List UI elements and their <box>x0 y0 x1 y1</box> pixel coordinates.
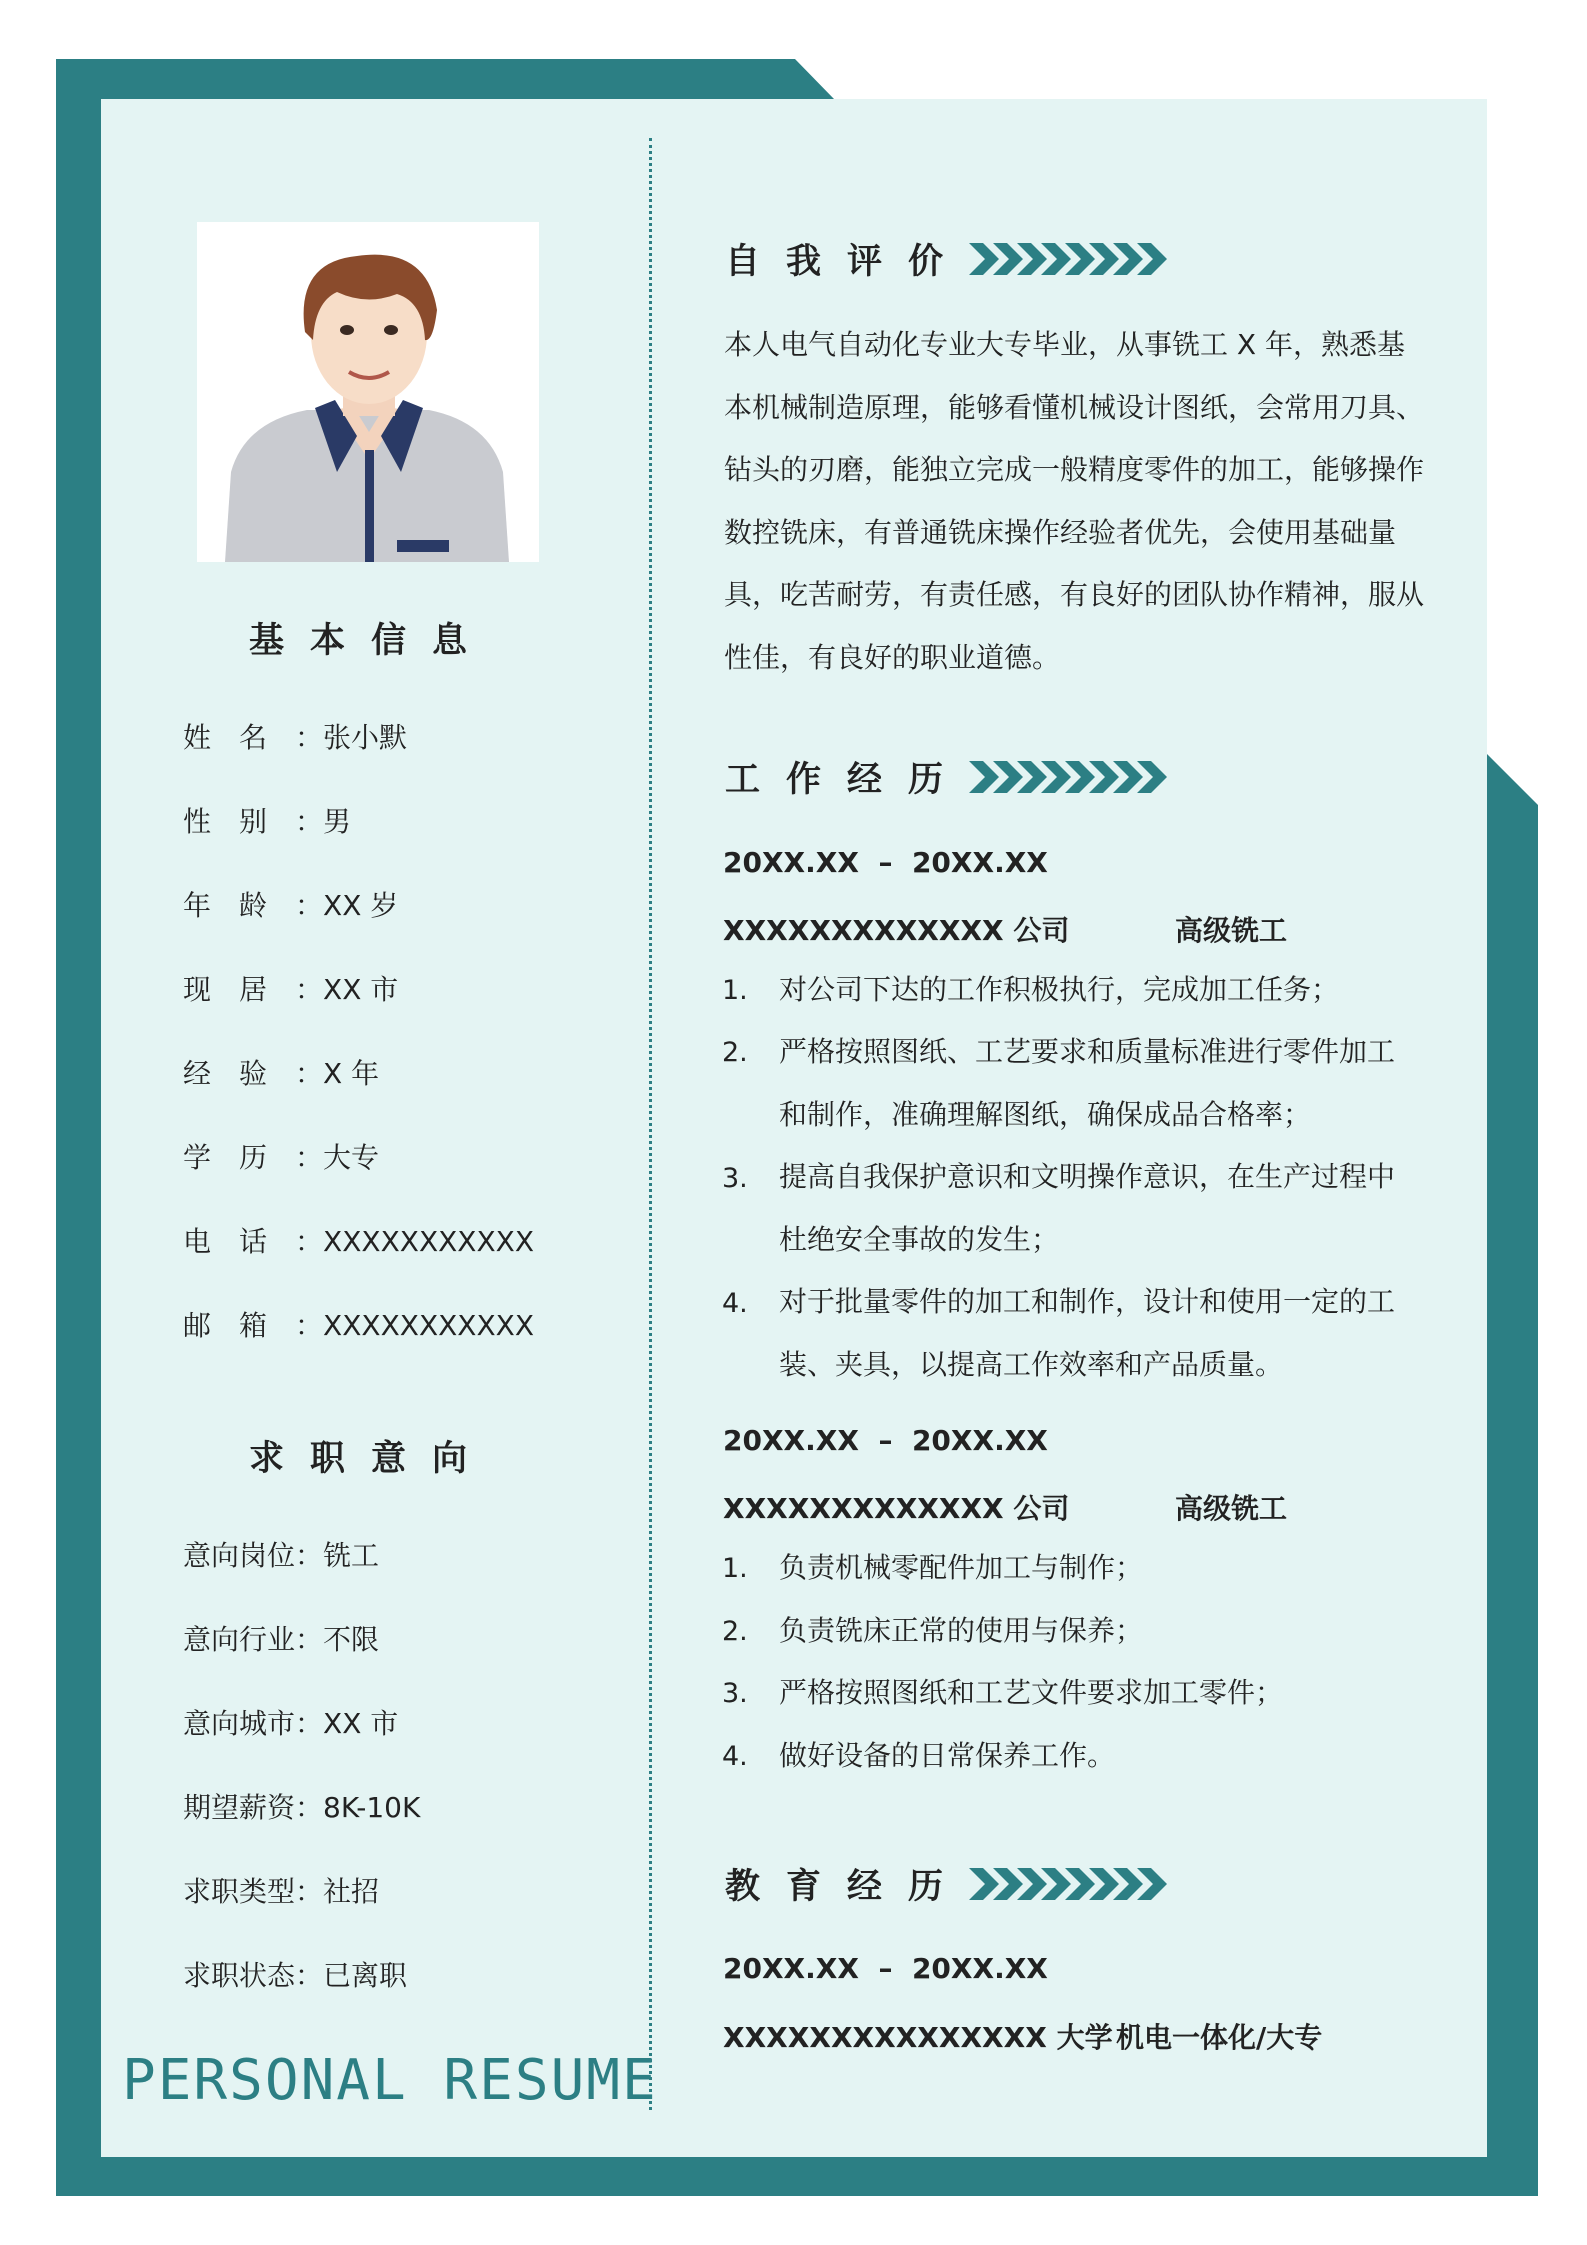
info-value: XXXXXXXXXXX <box>323 1225 535 1258</box>
intent-row: 意向岗位：铣工 <box>183 1534 379 1574</box>
chevrons-icon <box>969 239 1185 279</box>
duty-text: 对公司下达的工作积极执行，完成加工任务； <box>779 973 1340 1006</box>
self-eval-header <box>725 235 1185 283</box>
self-eval-text: 本人电气自动化专业大专毕业，从事铣工 X 年，熟悉基本机械制造原理，能够看懂机械设计图纸，会常用刀具、钻头的刃磨，能独立完成一般精度零件的加工，能够操作数控铣床，有普通铣床操作经验者优先，会使用基础量具，吃苦耐劳，有责任感，有良好的团队协作精神，服从性佳，有良好的职业道德。 <box>724 328 1425 674</box>
info-row-email: 邮箱：XXXXXXXXXXX <box>183 1304 534 1344</box>
info-label: 姓名 <box>183 721 296 754</box>
job-intent-title: 求职意向 <box>249 1439 494 1479</box>
info-value: 张小默 <box>323 721 408 754</box>
info-value: X 年 <box>323 1057 380 1090</box>
duty-number: 4. <box>722 1741 748 1772</box>
intent-row: 求职类型：社招 <box>183 1870 379 1910</box>
intent-value: 社招 <box>323 1875 380 1908</box>
profile-photo <box>197 222 539 562</box>
duty-text: 提高自我保护意识和文明操作意识，在生产过程中杜绝安全事故的发生； <box>779 1160 1396 1256</box>
education-period: 20XX.XX – 20XX.XX <box>723 1952 1048 1985</box>
intent-value: 铣工 <box>323 1539 380 1572</box>
intent-value: 不限 <box>323 1623 380 1656</box>
duty-text: 负责机械零配件加工与制作； <box>779 1551 1144 1584</box>
info-row-name: 姓名：张小默 <box>183 716 407 756</box>
avatar-icon <box>197 222 539 562</box>
chevrons-icon <box>969 1864 1185 1904</box>
duty-number: 1. <box>722 975 748 1006</box>
job-company: XXXXXXXXXXXXX 公司 <box>723 1492 1070 1525</box>
info-label: 经验 <box>183 1057 296 1090</box>
duty-number: 3. <box>722 1163 748 1194</box>
duty-text: 对于批量零件的加工和制作，设计和使用一定的工装、夹具，以提高工作效率和产品质量。 <box>779 1285 1396 1381</box>
intent-label: 意向城市 <box>183 1707 296 1740</box>
work-header <box>725 753 1185 801</box>
education-header <box>725 1860 1185 1908</box>
info-label: 现居 <box>183 973 296 1006</box>
info-row-residence: 现居：XX 市 <box>183 968 398 1008</box>
education-title: 教育经历 <box>725 1867 970 1907</box>
info-value: 男 <box>323 805 352 838</box>
duty-text: 严格按照图纸和工艺文件要求加工零件； <box>779 1676 1284 1709</box>
intent-value: XX 市 <box>323 1707 399 1740</box>
personal-resume-brand: PERSONAL RESUME <box>122 2048 658 2113</box>
intent-label: 求职状态 <box>183 1959 296 1992</box>
duty-text: 严格按照图纸、工艺要求和质量标准进行零件加工和制作，准确理解图纸，确保成品合格率； <box>779 1035 1396 1131</box>
info-row-education: 学历：大专 <box>183 1136 379 1176</box>
column-divider <box>649 138 652 2110</box>
info-label: 学历 <box>183 1141 296 1174</box>
info-row-experience: 经验：X 年 <box>183 1052 379 1092</box>
job-position: 高级铣工 <box>1175 1492 1288 1525</box>
duty-number: 1. <box>722 1553 748 1584</box>
info-value: 大专 <box>323 1141 380 1174</box>
basic-info-title: 基本信息 <box>249 621 494 661</box>
intent-label: 求职类型 <box>183 1875 296 1908</box>
intent-value: 已离职 <box>323 1959 408 1992</box>
info-row-age: 年龄：XX 岁 <box>183 884 398 924</box>
intent-row: 期望薪资：8K-10K <box>183 1786 420 1826</box>
info-label: 邮箱 <box>183 1309 296 1342</box>
intent-label: 期望薪资 <box>183 1791 296 1824</box>
self-eval-title: 自我评价 <box>725 242 970 282</box>
duty-text: 做好设备的日常保养工作。 <box>779 1739 1116 1772</box>
intent-row: 意向行业：不限 <box>183 1618 379 1658</box>
intent-label: 意向岗位 <box>183 1539 296 1572</box>
info-label: 性别 <box>183 805 296 838</box>
job-period: 20XX.XX – 20XX.XX <box>723 846 1048 879</box>
info-row-gender: 性别：男 <box>183 800 351 840</box>
work-title: 工作经历 <box>725 760 970 800</box>
job-period: 20XX.XX – 20XX.XX <box>723 1424 1048 1457</box>
duty-number: 2. <box>722 1616 748 1647</box>
info-label: 电话 <box>183 1225 296 1258</box>
info-value: XX 市 <box>323 973 399 1006</box>
duty-number: 2. <box>722 1037 748 1068</box>
info-value: XX 岁 <box>323 889 399 922</box>
education-major: 机电一体化/大专 <box>1116 2021 1323 2054</box>
intent-row: 意向城市：XX 市 <box>183 1702 398 1742</box>
intent-label: 意向行业 <box>183 1623 296 1656</box>
duty-text: 负责铣床正常的使用与保养； <box>779 1614 1144 1647</box>
info-value: XXXXXXXXXXX <box>323 1309 535 1342</box>
job-company: XXXXXXXXXXXXX 公司 <box>723 914 1070 947</box>
duty-number: 3. <box>722 1678 748 1709</box>
info-row-phone: 电话：XXXXXXXXXXX <box>183 1220 534 1260</box>
job-position: 高级铣工 <box>1175 914 1288 947</box>
education-school: XXXXXXXXXXXXXXX 大学 <box>723 2021 1113 2054</box>
intent-row: 求职状态：已离职 <box>183 1954 407 1994</box>
info-label: 年龄 <box>183 889 296 922</box>
duty-number: 4. <box>722 1288 748 1319</box>
intent-value: 8K-10K <box>323 1791 421 1824</box>
chevrons-icon <box>969 757 1185 797</box>
